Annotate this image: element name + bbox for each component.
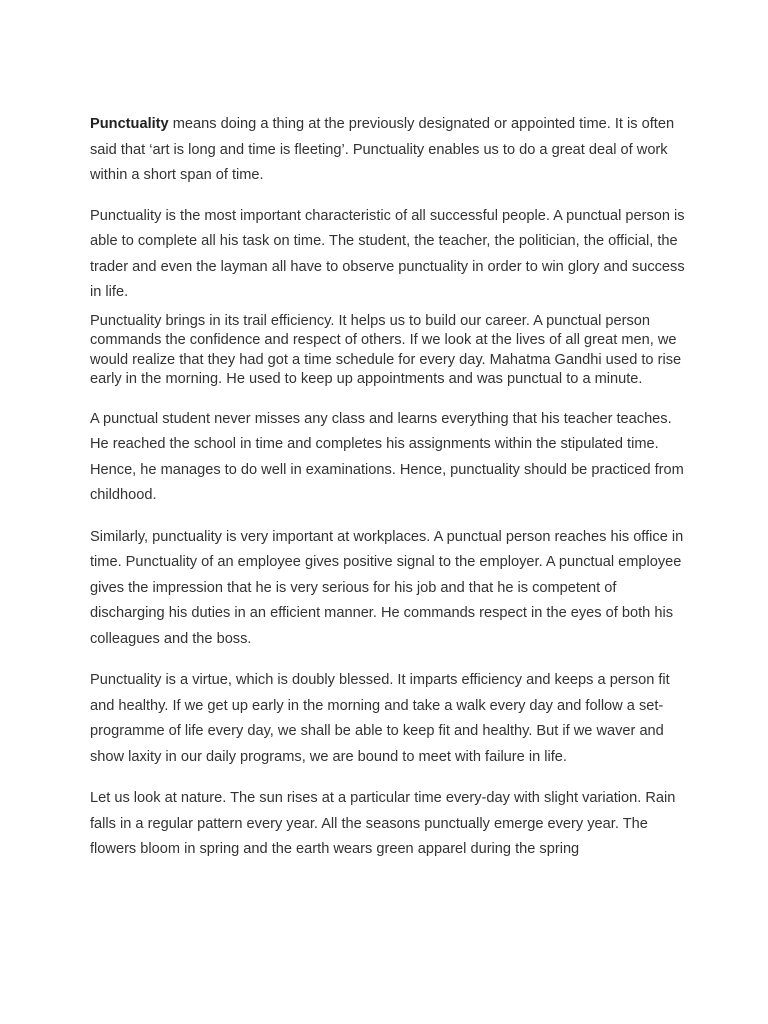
paragraph-efficiency: Punctuality brings in its trail efficiency. It helps us to build our career. A punctual person commands the confidence and respect of others. If we look at the lives of all great men, we would realize that they had got a time schedule for every day. Mahatma Gandhi used to rise early in the morning. He used to keep up appointments and was punctual to a minute. (90, 312, 682, 387)
paragraph-virtue: Punctuality is a virtue, which is doubly blessed. It imparts efficiency and keeps a person fit and healthy. If we get up early in the morning and take a walk every day and follow a set-programme of life every day, we shall be able to keep fit and healthy. But if we waver and show laxity in our daily programs, we are bound to meet with failure in life. (90, 672, 670, 765)
paragraph-student: A punctual student never misses any class and learns everything that his teacher teaches. He reached the school in time and completes his assignments within the stipulated time. Hence, he manages to do well in examinations. Hence, punctuality should be practiced from childhood. (90, 410, 684, 503)
paragraph-workplace: Similarly, punctuality is very important at workplaces. A punctual person reaches his office in time. Punctuality of an employee gives positive signal to the employer. A punctual employee gives the impression that he is very serious for his job and that he is competent of discharging his duties in an efficient manner. He commands respect in the eyes of both his colleagues and the boss. (90, 528, 684, 647)
paragraph-successful-people: Punctuality is the most important characteristic of all successful people. A punctual person is able to complete all his task on time. The student, the teacher, the politician, the official, the trader and even the layman all have to observe punctuality in order to win glory and success in life. (90, 207, 685, 300)
paragraph-text: means doing a thing at the previously designated or appointed time. It is often said that ‘art is long and time is fleeting’. Punctuality enables us to do a great deal of work within a short span of time. (90, 116, 675, 183)
document-page (90, 112, 690, 863)
paragraph-definition (90, 112, 690, 189)
term-punctuality: Punctuality (90, 116, 169, 132)
paragraph-nature: Let us look at nature. The sun rises at a particular time every-day with slight variation. Rain falls in a regular pattern every year. All the seasons punctually emerge every year. The flowers bloom in spring and the earth wears green apparel during the spring (90, 790, 676, 857)
